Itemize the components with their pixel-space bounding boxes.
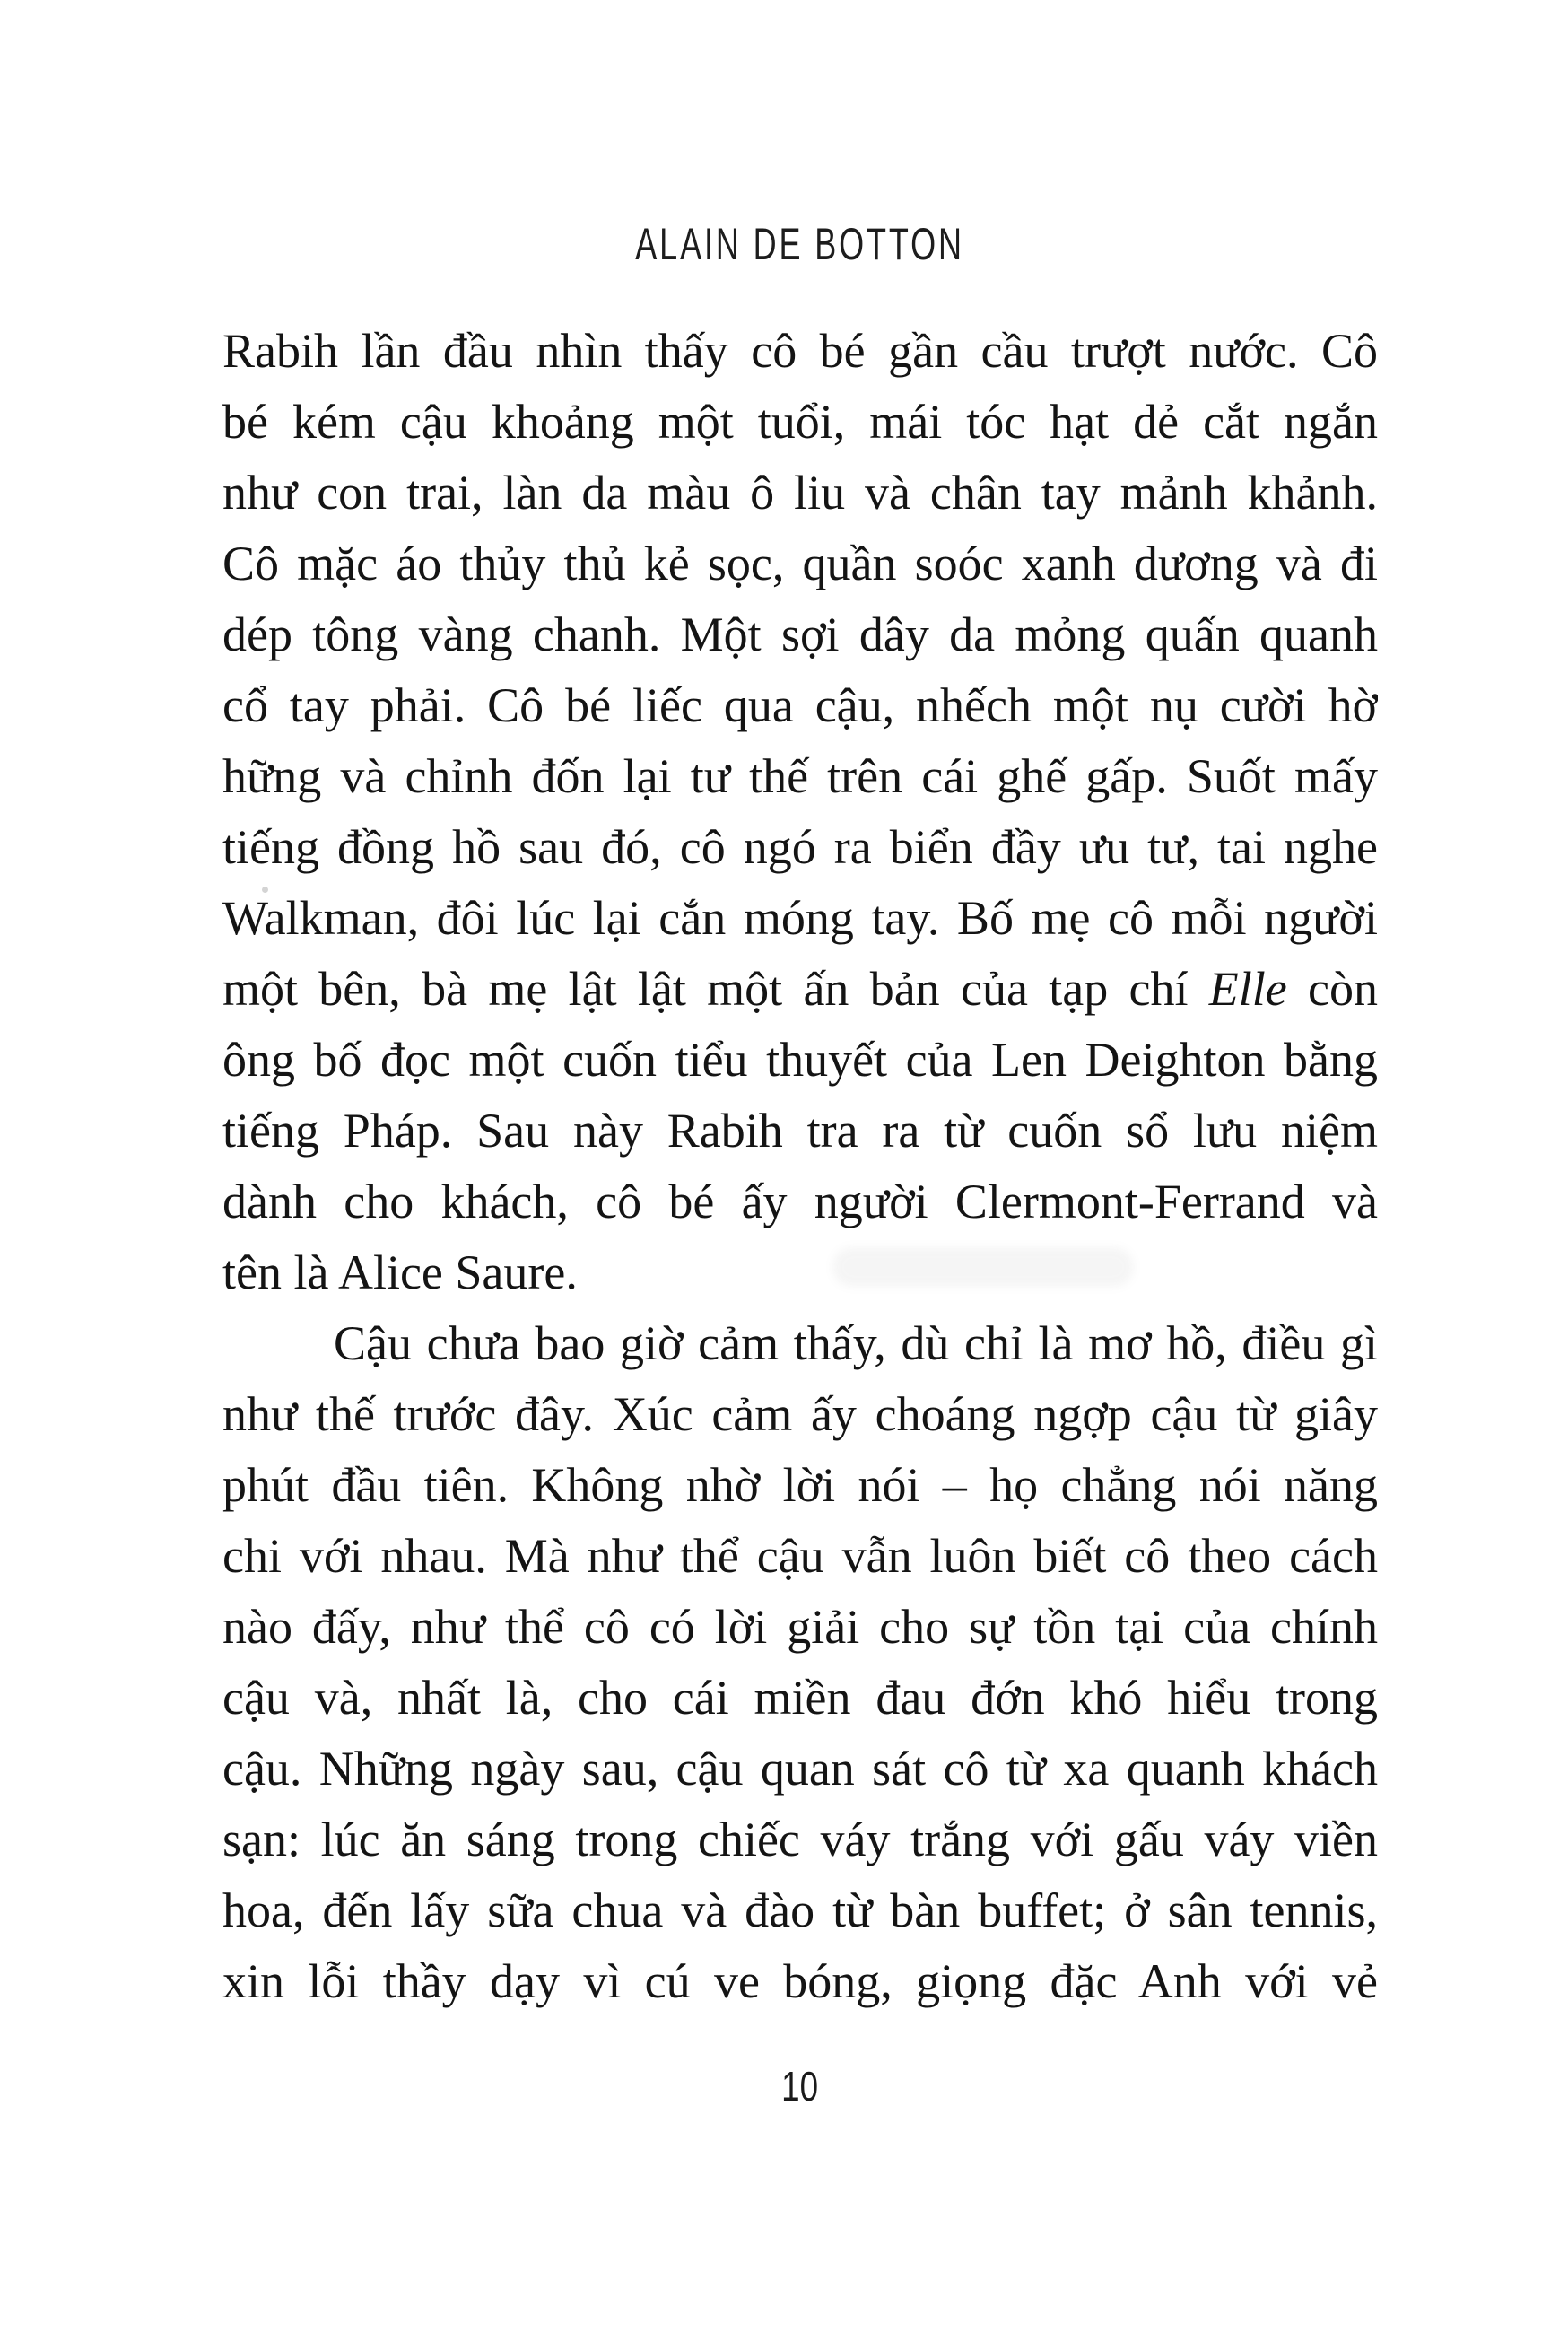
text-line: hoa, đến lấy sữa chua và đào từ bàn buffet; ở sân tennis, <box>222 1883 1378 1937</box>
running-header-text: ALAIN DE BOTTON <box>635 219 965 269</box>
text-line: như con trai, làn da màu ô liu và chân tay mảnh khảnh. <box>222 466 1378 520</box>
text-line: tiếng đồng hồ sau đó, cô ngó ra biển đầy ưu tư, tai nghe <box>222 820 1378 874</box>
text-segment: một bên, bà mẹ lật lật một ấn bản của tạp chí <box>222 962 1209 1016</box>
text-line: sạn: lúc ăn sáng trong chiếc váy trắng với gấu váy viền <box>222 1813 1378 1866</box>
text-line: hững và chỉnh đốn lại tư thế trên cái ghế gấp. Suốt mấy <box>222 749 1378 803</box>
magazine-title-italic: Elle <box>1208 962 1287 1016</box>
text-line: ông bố đọc một cuốn tiểu thuyết của Len Deighton bằng <box>222 1033 1378 1087</box>
text-line: Cô mặc áo thủy thủ kẻ sọc, quần soóc xanh dương và đi <box>222 537 1378 590</box>
paragraph <box>222 1308 1378 2017</box>
text-line: phút đầu tiên. Không nhờ lời nói – họ chẳng nói năng <box>222 1458 1378 1512</box>
text-line: cậu và, nhất là, cho cái miền đau đớn khó hiểu trong <box>222 1671 1378 1725</box>
text-line: nào đấy, như thể cô có lời giải cho sự tồn tại của chính <box>222 1600 1378 1654</box>
running-header <box>222 218 1378 270</box>
text-line: Cậu chưa bao giờ cảm thấy, dù chỉ là mơ hồ, điều gì <box>334 1316 1378 1370</box>
page-number <box>222 2062 1378 2110</box>
text-line: như thế trước đây. Xúc cảm ấy choáng ngợp cậu từ giây <box>222 1387 1378 1441</box>
text-line: tiếng Pháp. Sau này Rabih tra ra từ cuốn sổ lưu niệm <box>222 1104 1378 1158</box>
text-line: bé kém cậu khoảng một tuổi, mái tóc hạt dẻ cắt ngắn <box>222 395 1378 449</box>
text-line: tên là Alice Saure. <box>222 1245 578 1299</box>
page-number-text: 10 <box>781 2063 819 2110</box>
text-line: Rabih lần đầu nhìn thấy cô bé gần cầu trượt nước. Cô <box>222 324 1378 378</box>
body-text <box>222 316 1378 2017</box>
text-line: Walkman, đôi lúc lại cắn móng tay. Bố mẹ cô mỗi người <box>222 891 1378 945</box>
text-line: cổ tay phải. Cô bé liếc qua cậu, nhếch một nụ cười hờ <box>222 678 1378 732</box>
text-line <box>222 954 1378 1025</box>
text-line: dành cho khách, cô bé ấy người Clermont-Ferrand và <box>222 1175 1378 1228</box>
text-segment: còn <box>1286 962 1378 1016</box>
text-line: cậu. Những ngày sau, cậu quan sát cô từ xa quanh khách <box>222 1742 1378 1796</box>
paragraph <box>222 316 1378 1308</box>
text-line: chi với nhau. Mà như thể cậu vẫn luôn biết cô theo cách <box>222 1529 1378 1583</box>
text-line: dép tông vàng chanh. Một sợi dây da mỏng quấn quanh <box>222 607 1378 661</box>
text-line: xin lỗi thầy dạy vì cú ve bóng, giọng đặc Anh với vẻ <box>222 1954 1378 2008</box>
